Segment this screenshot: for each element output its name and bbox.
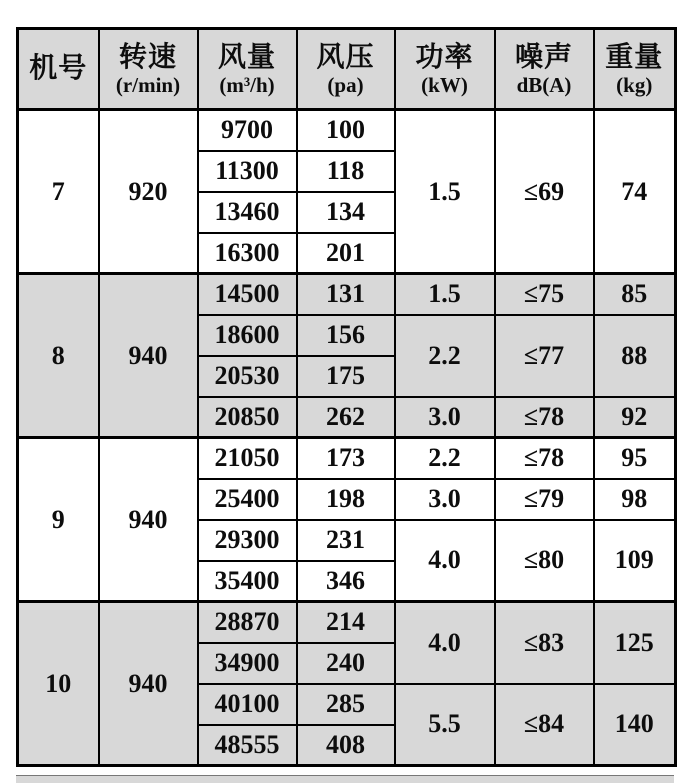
header-power-unit: (kW)	[421, 72, 468, 97]
header-airflow-label: 风量	[217, 42, 276, 74]
pressure-cell: 285	[297, 684, 395, 725]
header-model-label: 机号	[29, 53, 88, 85]
flow-cell: 21050	[198, 438, 297, 479]
noise-cell: ≤77	[495, 315, 594, 397]
header-model	[18, 29, 99, 110]
pressure-cell: 100	[297, 110, 395, 151]
flow-cell: 29300	[198, 520, 297, 561]
power-cell: 2.2	[395, 438, 495, 479]
flow-cell: 28870	[198, 602, 297, 643]
noise-cell: ≤75	[495, 274, 594, 315]
pressure-cell: 408	[297, 725, 395, 766]
power-cell: 2.2	[395, 315, 495, 397]
header-power	[395, 29, 495, 110]
header-speed	[99, 29, 198, 110]
noise-cell: ≤83	[495, 602, 594, 684]
pressure-cell: 131	[297, 274, 395, 315]
speed-cell: 940	[99, 274, 198, 438]
flow-cell: 20850	[198, 397, 297, 438]
pressure-cell: 346	[297, 561, 395, 602]
noise-cell: ≤69	[495, 110, 594, 274]
speed-cell: 940	[99, 438, 198, 602]
pressure-cell: 231	[297, 520, 395, 561]
speed-cell: 940	[99, 602, 198, 766]
weight-cell: 95	[594, 438, 676, 479]
noise-cell: ≤79	[495, 479, 594, 520]
power-cell: 1.5	[395, 110, 495, 274]
spec-row	[18, 602, 676, 643]
header-weight-label: 重量	[605, 42, 664, 74]
header-power-label: 功率	[415, 42, 474, 74]
pressure-cell: 118	[297, 151, 395, 192]
flow-cell: 9700	[198, 110, 297, 151]
pressure-cell: 198	[297, 479, 395, 520]
header-speed-unit: (r/min)	[115, 72, 181, 97]
header-pressure-unit: (pa)	[327, 72, 364, 97]
next-table-row-partial	[16, 775, 674, 783]
header-weight-unit: (kg)	[616, 72, 653, 97]
header-weight	[594, 29, 676, 110]
model-cell: 9	[18, 438, 99, 602]
power-cell: 4.0	[395, 520, 495, 602]
speed-cell: 920	[99, 110, 198, 274]
noise-cell: ≤80	[495, 520, 594, 602]
fan-spec-table	[16, 27, 677, 767]
flow-cell: 11300	[198, 151, 297, 192]
power-cell: 1.5	[395, 274, 495, 315]
pressure-cell: 134	[297, 192, 395, 233]
model-cell: 10	[18, 602, 99, 766]
weight-cell: 140	[594, 684, 676, 766]
noise-cell: ≤84	[495, 684, 594, 766]
header-row	[18, 29, 676, 110]
weight-cell: 125	[594, 602, 676, 684]
pressure-cell: 214	[297, 602, 395, 643]
pressure-cell: 262	[297, 397, 395, 438]
weight-cell: 85	[594, 274, 676, 315]
spec-row	[18, 274, 676, 315]
flow-cell: 25400	[198, 479, 297, 520]
power-cell: 4.0	[395, 602, 495, 684]
header-pressure-label: 风压	[316, 42, 375, 74]
pressure-cell: 156	[297, 315, 395, 356]
flow-cell: 20530	[198, 356, 297, 397]
flow-cell: 18600	[198, 315, 297, 356]
weight-cell: 109	[594, 520, 676, 602]
header-pressure	[297, 29, 395, 110]
header-noise-unit: dB(A)	[516, 72, 572, 97]
spec-row	[18, 110, 676, 151]
spec-row	[18, 438, 676, 479]
flow-cell: 14500	[198, 274, 297, 315]
header-airflow	[198, 29, 297, 110]
flow-cell: 40100	[198, 684, 297, 725]
power-cell: 3.0	[395, 479, 495, 520]
power-cell: 3.0	[395, 397, 495, 438]
header-noise-label: 噪声	[514, 42, 573, 74]
weight-cell: 74	[594, 110, 676, 274]
flow-cell: 13460	[198, 192, 297, 233]
noise-cell: ≤78	[495, 397, 594, 438]
weight-cell: 92	[594, 397, 676, 438]
header-noise	[495, 29, 594, 110]
pressure-cell: 240	[297, 643, 395, 684]
pressure-cell: 175	[297, 356, 395, 397]
flow-cell: 34900	[198, 643, 297, 684]
flow-cell: 35400	[198, 561, 297, 602]
header-speed-label: 转速	[118, 42, 177, 74]
header-airflow-unit: (m³/h)	[219, 72, 275, 97]
pressure-cell: 173	[297, 438, 395, 479]
flow-cell: 16300	[198, 233, 297, 274]
weight-cell: 88	[594, 315, 676, 397]
noise-cell: ≤78	[495, 438, 594, 479]
weight-cell: 98	[594, 479, 676, 520]
model-cell: 8	[18, 274, 99, 438]
model-cell: 7	[18, 110, 99, 274]
power-cell: 5.5	[395, 684, 495, 766]
flow-cell: 48555	[198, 725, 297, 766]
pressure-cell: 201	[297, 233, 395, 274]
